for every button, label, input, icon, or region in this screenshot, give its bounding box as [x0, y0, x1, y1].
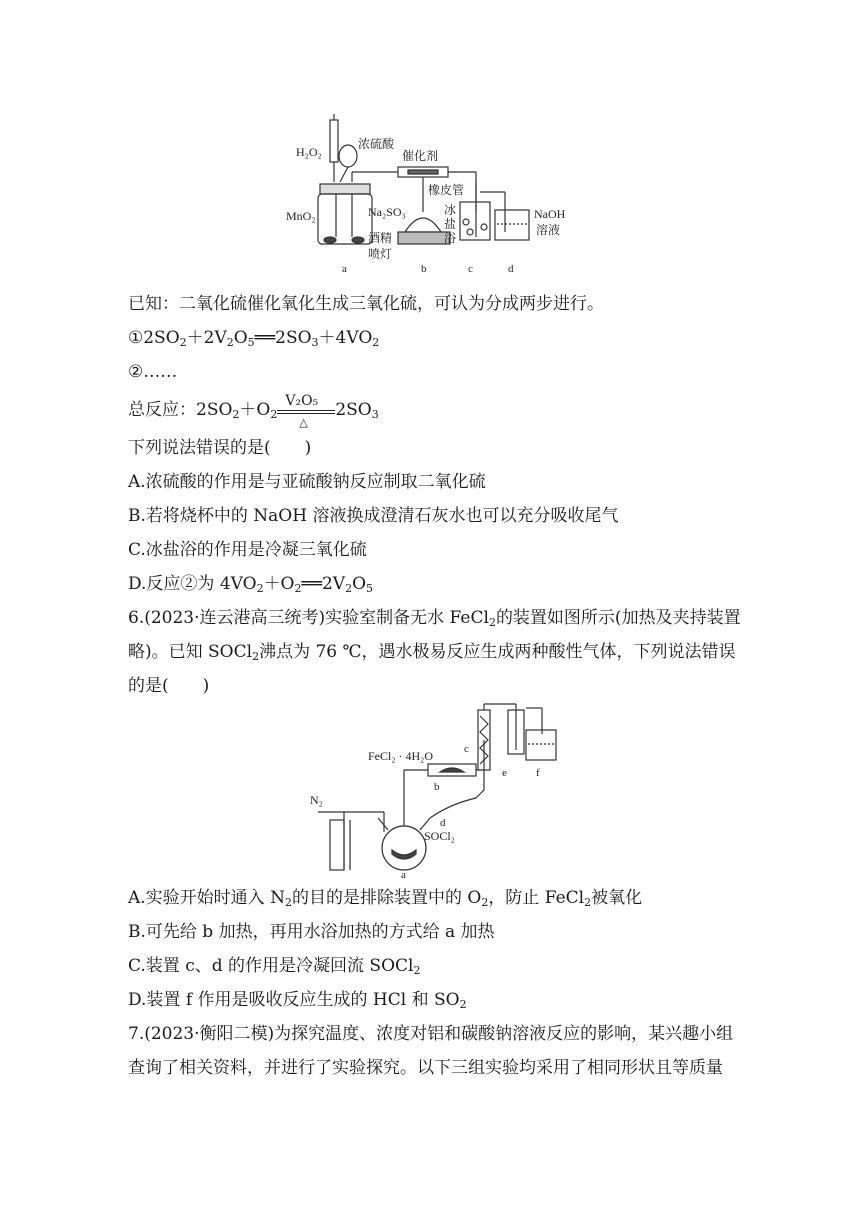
- q5-option-c[interactable]: C.冰盐浴的作用是冷凝三氧化硫: [128, 540, 367, 560]
- total-reaction: 总反应：$2SO_2+O_2$ $\frac{\text{V₂O₅}}{\triangle}$ $2SO_3$: [128, 392, 379, 429]
- q6-option-b[interactable]: B.可先给 b 加热，再用水浴加热的方式给 a 加热: [128, 922, 495, 942]
- q6-stem-line2: 略)。已知 SOCl$_2$沸点为 76 ℃，遇水极易反应生成两种酸性气体，下列说法错误: [128, 642, 736, 663]
- label-a2: a: [401, 869, 406, 880]
- q6-stem-line3: 的是( ): [128, 676, 210, 696]
- label-ice1: 冰: [444, 203, 457, 217]
- label-f2: f: [536, 767, 540, 779]
- apparatus-figure-2: [300, 700, 570, 880]
- label-mno2: MnO₂: [286, 209, 316, 223]
- q5-stem: 下列说法错误的是( ): [128, 438, 312, 458]
- label-lamp1: 酒精: [368, 231, 393, 245]
- q5-option-b[interactable]: B.若将烧杯中的 NaOH 溶液换成澄清石灰水也可以充分吸收尾气: [128, 506, 619, 526]
- label-socl2: SOCl₂: [424, 829, 455, 843]
- catalyst-condition: $\frac{\text{V₂O₅}}{\triangle}$: [277, 399, 335, 423]
- label-h2o2: H₂O₂: [296, 145, 322, 159]
- label-fecl2: FeCl₂ · 4H₂O: [368, 749, 434, 763]
- label-catalyst: 催化剂: [402, 149, 439, 163]
- label-b: b: [421, 263, 427, 275]
- apparatus-figure-1: [280, 112, 600, 282]
- label-c: c: [468, 263, 473, 275]
- label-c2: c: [464, 743, 469, 755]
- label-lamp2: 喷灯: [368, 247, 393, 261]
- q6-option-a[interactable]: A.实验开始时通入 $N_2$的目的是排除装置中的 $O_2$，防止 FeCl$_2$被氧化: [128, 888, 643, 909]
- label-naoh2: 溶液: [536, 223, 561, 237]
- q6-stem-line1: 6.(2023·连云港高三统考)实验室制备无水 FeCl$_2$的装置如图所示(加热及夹持装置: [128, 608, 741, 629]
- known-text: 已知：二氧化硫催化氧化生成三氧化硫，可认为分成两步进行。: [128, 294, 604, 314]
- label-n2: N₂: [310, 793, 323, 807]
- label-b2: b: [434, 781, 440, 793]
- q7-line2: 查询了相关资料，并进行了实验探究。以下三组实验均采用了相同形状且等质量: [128, 1058, 723, 1078]
- reaction-step-2: ②……: [128, 362, 178, 382]
- label-a: a: [342, 263, 347, 275]
- label-naoh1: NaOH: [534, 207, 566, 221]
- label-d: d: [508, 263, 514, 275]
- q5-option-d[interactable]: D.反应②为 $4VO_2+O_2══2V_2O_5$: [128, 574, 373, 595]
- q5-option-a[interactable]: A.浓硫酸的作用是与亚硫酸钠反应制取二氧化硫: [128, 472, 486, 492]
- label-d2: d: [440, 817, 446, 829]
- label-e2: e: [502, 767, 507, 779]
- label-ice2: 盐: [444, 217, 457, 231]
- label-rubber-tube: 橡皮管: [428, 183, 465, 197]
- reaction-step-1: $①2SO_2+2V_2O_5══2SO_3+4VO_2$: [128, 328, 380, 349]
- q7-line1: 7.(2023·衡阳二模)为探究温度、浓度对铝和碳酸钠溶液反应的影响，某兴趣小组: [128, 1024, 734, 1044]
- label-na2so3: Na₂SO₃: [368, 205, 406, 219]
- label-ice3: 浴: [444, 231, 457, 245]
- label-conc-acid: 浓硫酸: [358, 137, 395, 151]
- q6-option-c[interactable]: C.装置 c、d 的作用是冷凝回流 SOCl$_2$: [128, 956, 421, 977]
- q6-option-d[interactable]: D.装置 f 作用是吸收反应生成的 HCl 和 $SO_2$: [128, 990, 467, 1011]
